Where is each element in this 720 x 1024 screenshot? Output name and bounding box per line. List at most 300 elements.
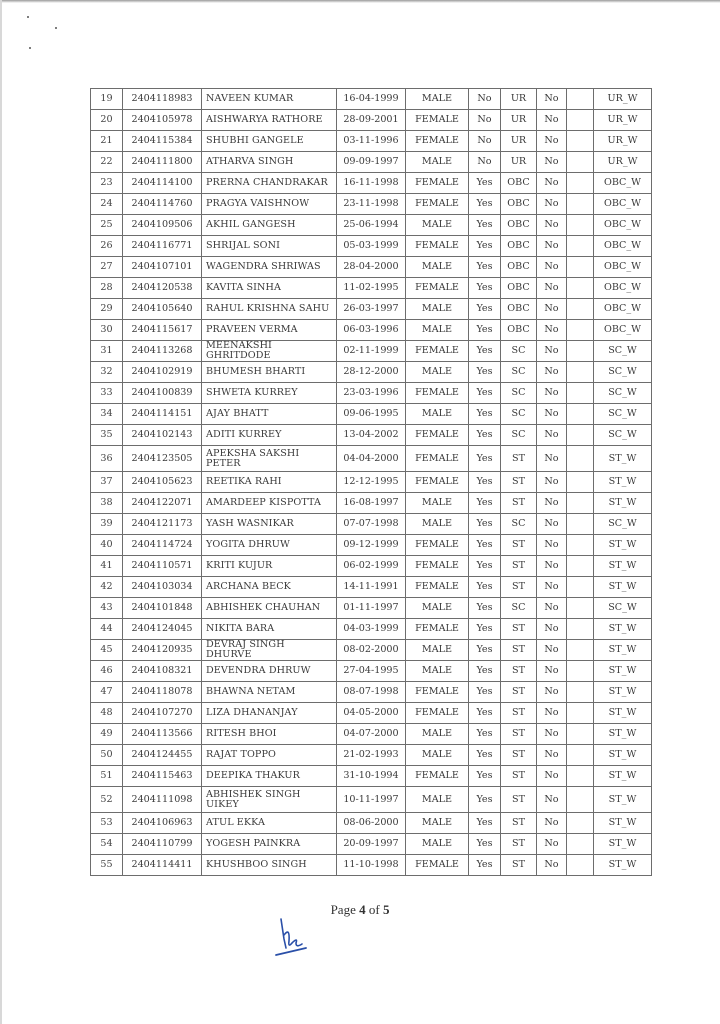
domicile-cell: Yes	[469, 535, 501, 556]
serial-number-cell: 52	[91, 787, 123, 813]
remarks-cell	[567, 236, 594, 257]
remarks-cell	[567, 194, 594, 215]
serial-number-cell: 37	[91, 472, 123, 493]
pwd-cell: No	[537, 257, 567, 278]
scan-speck	[55, 27, 57, 29]
remarks-cell	[567, 472, 594, 493]
date-of-birth-cell: 09-12-1999	[337, 535, 406, 556]
table-row	[91, 299, 652, 320]
remarks-cell	[567, 320, 594, 341]
domicile-cell: Yes	[469, 745, 501, 766]
category-cell: ST	[501, 446, 537, 472]
date-of-birth-cell: 26-03-1997	[337, 299, 406, 320]
pwd-cell: No	[537, 766, 567, 787]
serial-number-cell: 39	[91, 514, 123, 535]
pwd-cell: No	[537, 834, 567, 855]
domicile-cell: Yes	[469, 299, 501, 320]
remarks-cell	[567, 341, 594, 362]
category-cell: ST	[501, 640, 537, 661]
pwd-cell: No	[537, 472, 567, 493]
date-of-birth-cell: 27-04-1995	[337, 661, 406, 682]
gender-cell: FEMALE	[406, 472, 469, 493]
roll-number-cell: 2404105978	[123, 110, 202, 131]
selection-category-cell: UR_W	[594, 89, 652, 110]
pwd-cell: No	[537, 682, 567, 703]
scan-top-edge	[0, 0, 720, 3]
table-row	[91, 472, 652, 493]
total-pages-number: 5	[382, 902, 390, 917]
serial-number-cell: 31	[91, 341, 123, 362]
roll-number-cell: 2404121173	[123, 514, 202, 535]
domicile-cell: Yes	[469, 834, 501, 855]
domicile-cell: Yes	[469, 383, 501, 404]
roll-number-cell: 2404108321	[123, 661, 202, 682]
serial-number-cell: 46	[91, 661, 123, 682]
table-row	[91, 152, 652, 173]
date-of-birth-cell: 04-04-2000	[337, 446, 406, 472]
roll-number-cell: 2404105640	[123, 299, 202, 320]
serial-number-cell: 51	[91, 766, 123, 787]
candidate-name-cell: RAJAT TOPPO	[202, 745, 337, 766]
scan-speck	[27, 16, 29, 18]
domicile-cell: Yes	[469, 514, 501, 535]
pwd-cell: No	[537, 173, 567, 194]
candidate-name-cell: WAGENDRA SHRIWAS	[202, 257, 337, 278]
gender-cell: MALE	[406, 640, 469, 661]
pwd-cell: No	[537, 514, 567, 535]
candidate-name-cell: MEENAKSHI GHRITDODE	[202, 341, 337, 362]
gender-cell: MALE	[406, 661, 469, 682]
page-of-label: of	[368, 902, 380, 917]
scan-left-edge	[0, 0, 2, 1024]
gender-cell: MALE	[406, 152, 469, 173]
selection-category-cell: ST_W	[594, 745, 652, 766]
gender-cell: FEMALE	[406, 703, 469, 724]
gender-cell: MALE	[406, 493, 469, 514]
pwd-cell: No	[537, 855, 567, 876]
serial-number-cell: 36	[91, 446, 123, 472]
serial-number-cell: 24	[91, 194, 123, 215]
candidate-name-cell: AISHWARYA RATHORE	[202, 110, 337, 131]
candidate-name-cell: PRAGYA VAISHNOW	[202, 194, 337, 215]
remarks-cell	[567, 598, 594, 619]
date-of-birth-cell: 16-11-1998	[337, 173, 406, 194]
candidate-table-body	[91, 89, 652, 876]
gender-cell: MALE	[406, 215, 469, 236]
table-row	[91, 383, 652, 404]
remarks-cell	[567, 535, 594, 556]
category-cell: ST	[501, 619, 537, 640]
roll-number-cell: 2404102919	[123, 362, 202, 383]
remarks-cell	[567, 404, 594, 425]
domicile-cell: Yes	[469, 787, 501, 813]
serial-number-cell: 44	[91, 619, 123, 640]
domicile-cell: Yes	[469, 320, 501, 341]
pwd-cell: No	[537, 89, 567, 110]
candidate-name-cell: AJAY BHATT	[202, 404, 337, 425]
date-of-birth-cell: 23-11-1998	[337, 194, 406, 215]
date-of-birth-cell: 20-09-1997	[337, 834, 406, 855]
table-row	[91, 446, 652, 472]
roll-number-cell: 2404124045	[123, 619, 202, 640]
pwd-cell: No	[537, 278, 567, 299]
domicile-cell: Yes	[469, 703, 501, 724]
gender-cell: FEMALE	[406, 535, 469, 556]
candidate-name-cell: NAVEEN KUMAR	[202, 89, 337, 110]
table-row	[91, 173, 652, 194]
category-cell: ST	[501, 577, 537, 598]
remarks-cell	[567, 855, 594, 876]
date-of-birth-cell: 10-11-1997	[337, 787, 406, 813]
category-cell: OBC	[501, 278, 537, 299]
selection-category-cell: ST_W	[594, 855, 652, 876]
table-row	[91, 257, 652, 278]
serial-number-cell: 34	[91, 404, 123, 425]
table-row	[91, 514, 652, 535]
table-row	[91, 766, 652, 787]
domicile-cell: Yes	[469, 236, 501, 257]
roll-number-cell: 2404120935	[123, 640, 202, 661]
domicile-cell: Yes	[469, 813, 501, 834]
candidate-name-cell: ARCHANA BECK	[202, 577, 337, 598]
remarks-cell	[567, 131, 594, 152]
date-of-birth-cell: 21-02-1993	[337, 745, 406, 766]
serial-number-cell: 41	[91, 556, 123, 577]
serial-number-cell: 54	[91, 834, 123, 855]
table-row	[91, 745, 652, 766]
serial-number-cell: 43	[91, 598, 123, 619]
selection-category-cell: ST_W	[594, 619, 652, 640]
roll-number-cell: 2404113566	[123, 724, 202, 745]
gender-cell: MALE	[406, 834, 469, 855]
table-row	[91, 535, 652, 556]
remarks-cell	[567, 514, 594, 535]
category-cell: ST	[501, 493, 537, 514]
table-row	[91, 703, 652, 724]
candidate-name-cell: KHUSHBOO SINGH	[202, 855, 337, 876]
gender-cell: FEMALE	[406, 855, 469, 876]
serial-number-cell: 38	[91, 493, 123, 514]
gender-cell: MALE	[406, 299, 469, 320]
category-cell: SC	[501, 341, 537, 362]
pwd-cell: No	[537, 640, 567, 661]
remarks-cell	[567, 745, 594, 766]
roll-number-cell: 2404114724	[123, 535, 202, 556]
serial-number-cell: 30	[91, 320, 123, 341]
selection-category-cell: ST_W	[594, 556, 652, 577]
remarks-cell	[567, 640, 594, 661]
table-row	[91, 724, 652, 745]
candidate-name-cell: YOGITA DHRUW	[202, 535, 337, 556]
gender-cell: MALE	[406, 89, 469, 110]
selection-category-cell: OBC_W	[594, 215, 652, 236]
domicile-cell: Yes	[469, 278, 501, 299]
roll-number-cell: 2404124455	[123, 745, 202, 766]
table-row	[91, 278, 652, 299]
gender-cell: MALE	[406, 724, 469, 745]
remarks-cell	[567, 834, 594, 855]
date-of-birth-cell: 01-11-1997	[337, 598, 406, 619]
candidate-name-cell: ATHARVA SINGH	[202, 152, 337, 173]
candidate-name-cell: APEKSHA SAKSHI PETER	[202, 446, 337, 472]
remarks-cell	[567, 299, 594, 320]
date-of-birth-cell: 09-06-1995	[337, 404, 406, 425]
category-cell: ST	[501, 813, 537, 834]
selection-category-cell: UR_W	[594, 152, 652, 173]
date-of-birth-cell: 08-07-1998	[337, 682, 406, 703]
category-cell: UR	[501, 110, 537, 131]
selection-category-cell: ST_W	[594, 834, 652, 855]
category-cell: ST	[501, 787, 537, 813]
roll-number-cell: 2404115463	[123, 766, 202, 787]
pwd-cell: No	[537, 619, 567, 640]
current-page-number: 4	[359, 902, 366, 917]
date-of-birth-cell: 04-05-2000	[337, 703, 406, 724]
roll-number-cell: 2404110799	[123, 834, 202, 855]
category-cell: ST	[501, 472, 537, 493]
candidate-name-cell: AMARDEEP KISPOTTA	[202, 493, 337, 514]
candidate-name-cell: RITESH BHOI	[202, 724, 337, 745]
candidate-name-cell: SHWETA KURREY	[202, 383, 337, 404]
category-cell: SC	[501, 362, 537, 383]
date-of-birth-cell: 07-07-1998	[337, 514, 406, 535]
gender-cell: MALE	[406, 813, 469, 834]
domicile-cell: No	[469, 110, 501, 131]
roll-number-cell: 2404111098	[123, 787, 202, 813]
table-row	[91, 598, 652, 619]
candidate-name-cell: SHUBHI GANGELE	[202, 131, 337, 152]
remarks-cell	[567, 152, 594, 173]
remarks-cell	[567, 619, 594, 640]
domicile-cell: Yes	[469, 446, 501, 472]
table-row	[91, 577, 652, 598]
date-of-birth-cell: 02-11-1999	[337, 341, 406, 362]
domicile-cell: Yes	[469, 661, 501, 682]
scan-speck	[29, 47, 31, 49]
date-of-birth-cell: 25-06-1994	[337, 215, 406, 236]
pwd-cell: No	[537, 362, 567, 383]
pwd-cell: No	[537, 215, 567, 236]
pwd-cell: No	[537, 535, 567, 556]
table-row	[91, 320, 652, 341]
selection-category-cell: OBC_W	[594, 257, 652, 278]
remarks-cell	[567, 383, 594, 404]
table-row	[91, 341, 652, 362]
candidate-name-cell: DEVENDRA DHRUW	[202, 661, 337, 682]
serial-number-cell: 29	[91, 299, 123, 320]
page-footer	[0, 902, 720, 918]
remarks-cell	[567, 362, 594, 383]
date-of-birth-cell: 16-04-1999	[337, 89, 406, 110]
candidate-table	[90, 88, 652, 876]
selection-category-cell: ST_W	[594, 787, 652, 813]
date-of-birth-cell: 09-09-1997	[337, 152, 406, 173]
serial-number-cell: 49	[91, 724, 123, 745]
gender-cell: FEMALE	[406, 131, 469, 152]
pwd-cell: No	[537, 661, 567, 682]
serial-number-cell: 25	[91, 215, 123, 236]
domicile-cell: Yes	[469, 404, 501, 425]
category-cell: OBC	[501, 320, 537, 341]
gender-cell: FEMALE	[406, 110, 469, 131]
selection-category-cell: OBC_W	[594, 299, 652, 320]
gender-cell: FEMALE	[406, 619, 469, 640]
serial-number-cell: 27	[91, 257, 123, 278]
candidate-name-cell: KRITI KUJUR	[202, 556, 337, 577]
remarks-cell	[567, 661, 594, 682]
domicile-cell: Yes	[469, 194, 501, 215]
category-cell: OBC	[501, 299, 537, 320]
selection-category-cell: ST_W	[594, 661, 652, 682]
domicile-cell: No	[469, 89, 501, 110]
serial-number-cell: 55	[91, 855, 123, 876]
remarks-cell	[567, 766, 594, 787]
domicile-cell: Yes	[469, 472, 501, 493]
serial-number-cell: 20	[91, 110, 123, 131]
domicile-cell: Yes	[469, 724, 501, 745]
domicile-cell: No	[469, 152, 501, 173]
pwd-cell: No	[537, 724, 567, 745]
remarks-cell	[567, 257, 594, 278]
category-cell: OBC	[501, 173, 537, 194]
serial-number-cell: 47	[91, 682, 123, 703]
selection-category-cell: SC_W	[594, 362, 652, 383]
category-cell: ST	[501, 661, 537, 682]
table-row	[91, 110, 652, 131]
gender-cell: MALE	[406, 745, 469, 766]
pwd-cell: No	[537, 493, 567, 514]
domicile-cell: Yes	[469, 257, 501, 278]
candidate-name-cell: PRERNA CHANDRAKAR	[202, 173, 337, 194]
category-cell: ST	[501, 535, 537, 556]
pwd-cell: No	[537, 745, 567, 766]
gender-cell: FEMALE	[406, 341, 469, 362]
date-of-birth-cell: 04-07-2000	[337, 724, 406, 745]
domicile-cell: Yes	[469, 598, 501, 619]
selection-category-cell: ST_W	[594, 766, 652, 787]
table-row	[91, 131, 652, 152]
table-row	[91, 404, 652, 425]
roll-number-cell: 2404103034	[123, 577, 202, 598]
date-of-birth-cell: 12-12-1995	[337, 472, 406, 493]
category-cell: ST	[501, 745, 537, 766]
pwd-cell: No	[537, 152, 567, 173]
date-of-birth-cell: 14-11-1991	[337, 577, 406, 598]
table-row	[91, 813, 652, 834]
table-row	[91, 194, 652, 215]
remarks-cell	[567, 724, 594, 745]
table-row	[91, 493, 652, 514]
selection-category-cell: OBC_W	[594, 278, 652, 299]
candidate-name-cell: ABHISHEK SINGH UIKEY	[202, 787, 337, 813]
selection-category-cell: SC_W	[594, 514, 652, 535]
pwd-cell: No	[537, 556, 567, 577]
remarks-cell	[567, 493, 594, 514]
serial-number-cell: 33	[91, 383, 123, 404]
table-row	[91, 640, 652, 661]
roll-number-cell: 2404118983	[123, 89, 202, 110]
roll-number-cell: 2404101848	[123, 598, 202, 619]
pwd-cell: No	[537, 598, 567, 619]
date-of-birth-cell: 16-08-1997	[337, 493, 406, 514]
roll-number-cell: 2404110571	[123, 556, 202, 577]
selection-category-cell: ST_W	[594, 535, 652, 556]
serial-number-cell: 42	[91, 577, 123, 598]
gender-cell: FEMALE	[406, 556, 469, 577]
roll-number-cell: 2404113268	[123, 341, 202, 362]
table-row	[91, 787, 652, 813]
domicile-cell: Yes	[469, 766, 501, 787]
date-of-birth-cell: 08-02-2000	[337, 640, 406, 661]
page-label: Page	[330, 902, 356, 917]
selection-category-cell: SC_W	[594, 383, 652, 404]
date-of-birth-cell: 31-10-1994	[337, 766, 406, 787]
gender-cell: FEMALE	[406, 425, 469, 446]
gender-cell: MALE	[406, 257, 469, 278]
serial-number-cell: 35	[91, 425, 123, 446]
domicile-cell: Yes	[469, 362, 501, 383]
remarks-cell	[567, 173, 594, 194]
domicile-cell: Yes	[469, 682, 501, 703]
table-row	[91, 362, 652, 383]
gender-cell: MALE	[406, 598, 469, 619]
date-of-birth-cell: 04-03-1999	[337, 619, 406, 640]
remarks-cell	[567, 703, 594, 724]
gender-cell: MALE	[406, 787, 469, 813]
selection-category-cell: ST_W	[594, 577, 652, 598]
pwd-cell: No	[537, 425, 567, 446]
category-cell: OBC	[501, 194, 537, 215]
gender-cell: FEMALE	[406, 383, 469, 404]
category-cell: SC	[501, 514, 537, 535]
date-of-birth-cell: 11-10-1998	[337, 855, 406, 876]
remarks-cell	[567, 425, 594, 446]
table-row	[91, 425, 652, 446]
serial-number-cell: 26	[91, 236, 123, 257]
selection-category-cell: ST_W	[594, 640, 652, 661]
candidate-name-cell: ATUL EKKA	[202, 813, 337, 834]
table-row	[91, 556, 652, 577]
remarks-cell	[567, 577, 594, 598]
selection-category-cell: ST_W	[594, 813, 652, 834]
serial-number-cell: 23	[91, 173, 123, 194]
gender-cell: FEMALE	[406, 236, 469, 257]
roll-number-cell: 2404114151	[123, 404, 202, 425]
gender-cell: FEMALE	[406, 766, 469, 787]
selection-category-cell: SC_W	[594, 425, 652, 446]
domicile-cell: Yes	[469, 855, 501, 876]
pwd-cell: No	[537, 446, 567, 472]
serial-number-cell: 40	[91, 535, 123, 556]
selection-category-cell: OBC_W	[594, 194, 652, 215]
category-cell: SC	[501, 598, 537, 619]
roll-number-cell: 2404107101	[123, 257, 202, 278]
candidate-name-cell: DEEPIKA THAKUR	[202, 766, 337, 787]
roll-number-cell: 2404114760	[123, 194, 202, 215]
candidate-name-cell: RAHUL KRISHNA SAHU	[202, 299, 337, 320]
domicile-cell: Yes	[469, 215, 501, 236]
pwd-cell: No	[537, 341, 567, 362]
category-cell: ST	[501, 724, 537, 745]
candidate-name-cell: YOGESH PAINKRA	[202, 834, 337, 855]
serial-number-cell: 28	[91, 278, 123, 299]
candidate-name-cell: PRAVEEN VERMA	[202, 320, 337, 341]
gender-cell: FEMALE	[406, 173, 469, 194]
pwd-cell: No	[537, 703, 567, 724]
domicile-cell: Yes	[469, 619, 501, 640]
serial-number-cell: 32	[91, 362, 123, 383]
table-row	[91, 661, 652, 682]
